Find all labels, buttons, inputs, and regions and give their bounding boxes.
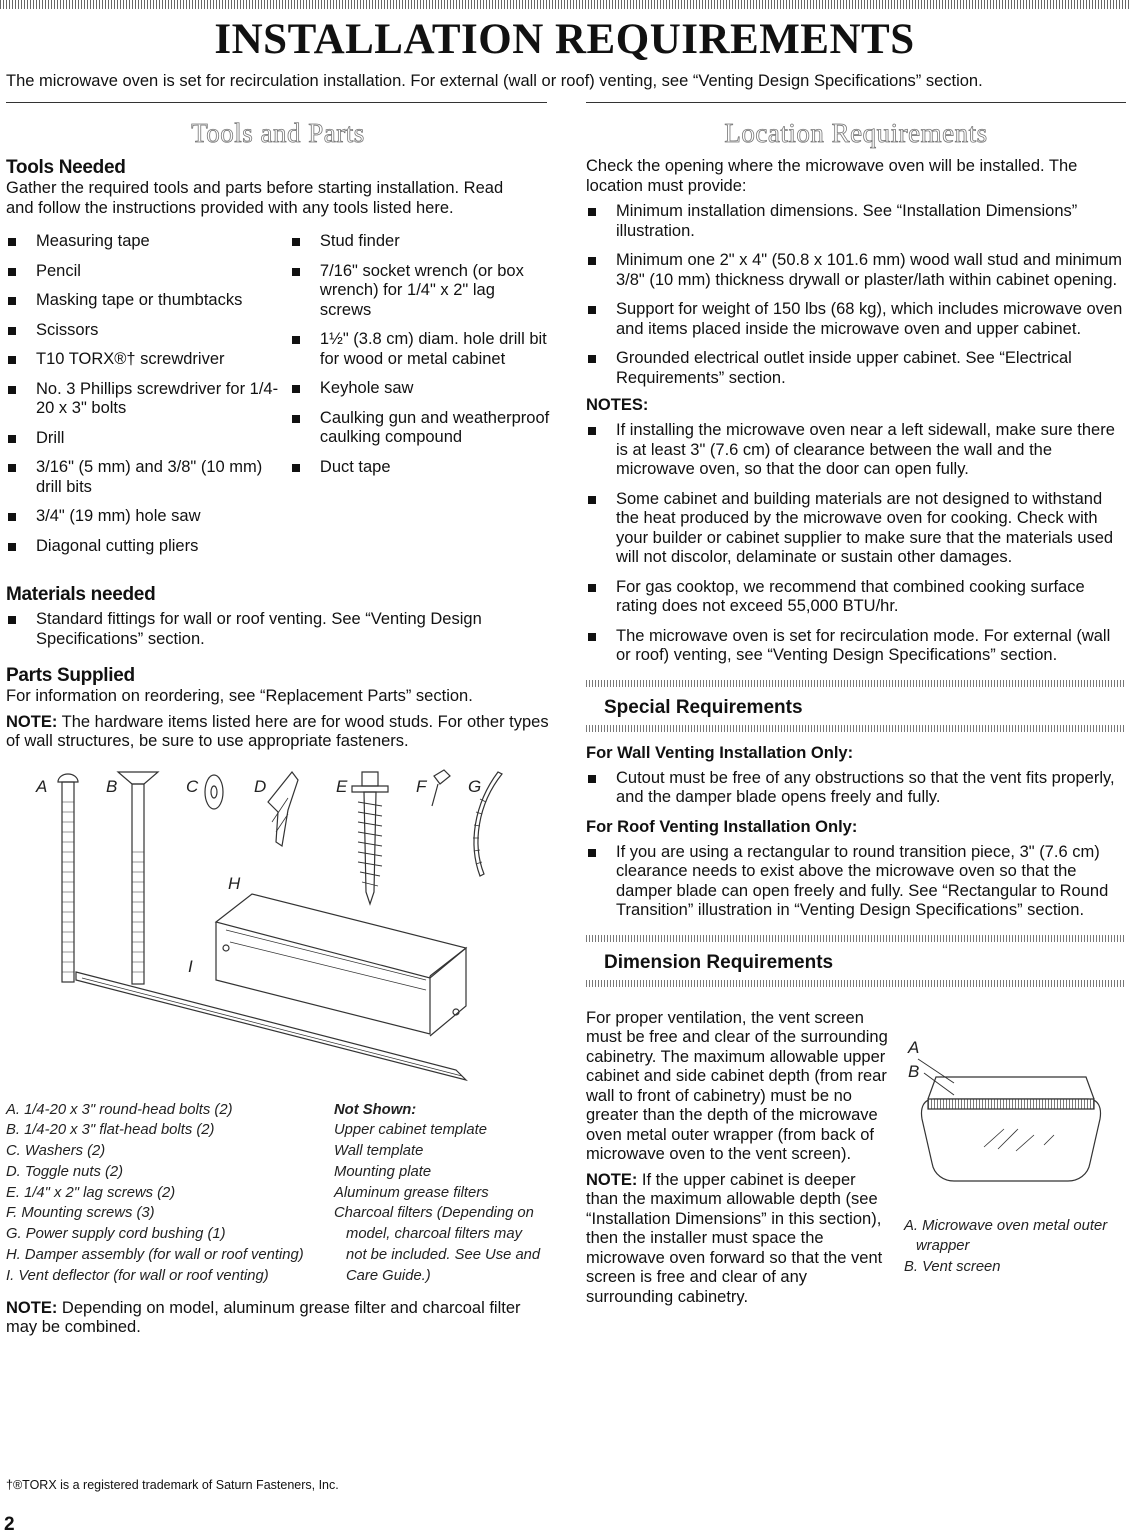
parts-intro: For information on reordering, see “Replacement Parts” section.	[6, 687, 473, 705]
fig-letter-a: A	[908, 1037, 920, 1057]
tools-list-col1	[6, 232, 290, 566]
list-item: If installing the microwave oven near a left sidewall, make sure there is at least 3" (7.6 cm) of clearance between the wall and the microwave oven, so that the door can open fully.	[586, 421, 1126, 480]
fig-letter-a: A	[36, 776, 48, 796]
wrapper-top	[928, 1077, 1094, 1099]
note-label: NOTE:	[586, 1170, 638, 1189]
list-item: A. Microwave oven metal outer wrapper	[904, 1217, 1108, 1255]
page-intro: The microwave oven is set for recirculation installation. For external (wall or roof) venting, see “Venting Design Specifications” section.	[6, 72, 983, 90]
page-number: 2	[4, 1514, 15, 1535]
list-item: Diagonal cutting pliers	[6, 537, 290, 557]
fig-letter-d: D	[254, 776, 267, 796]
list-item: A. 1/4-20 x 3" round-head bolts (2)	[6, 1101, 233, 1118]
hatch-divider	[586, 935, 1126, 942]
tools-list-col2	[290, 232, 550, 566]
fig-letter-h: H	[228, 873, 241, 893]
list-item: 3/16" (5 mm) and 3/8" (10 mm) drill bits	[6, 458, 290, 497]
fig-letter-c: C	[186, 776, 199, 796]
list-item: Pencil	[6, 262, 290, 282]
list-item: For gas cooktop, we recommend that combined cooking surface rating does not exceed 55,000 BTU/hr.	[586, 578, 1126, 617]
not-shown-title: Not Shown:	[334, 1101, 417, 1118]
right-column	[586, 104, 1126, 1307]
list-item: Wall template	[334, 1143, 424, 1160]
list-item: No. 3 Phillips screwdriver for 1/4-20 x 3" bolts	[6, 380, 290, 419]
microwave-figure	[904, 1033, 1124, 1208]
vent-deflector-i	[76, 972, 466, 1080]
list-item: Mounting plate	[334, 1163, 432, 1180]
list-item: Grounded electrical outlet inside upper cabinet. See “Electrical Requirements” section.	[586, 349, 1126, 388]
list-item: The microwave oven is set for recirculation mode. For external (wall or roof) venting, see “Venting Design Specifications” section.	[586, 627, 1126, 666]
list-item: If you are using a rectangular to round transition piece, 3" (7.6 cm) clearance needs to exist above the microwave oven so that the damper blade can open freely and fully. See “Rectangular to Round Transition” illustration in “Venting Design Specifications” section.	[586, 843, 1126, 921]
damper-h-top	[216, 894, 466, 978]
tools-list	[6, 232, 550, 566]
page-title: INSTALLATION REQUIREMENTS	[214, 16, 915, 63]
list-item: Measuring tape	[6, 232, 290, 252]
list-item: T10 TORX®† screwdriver	[6, 350, 290, 370]
list-item: Standard fittings for wall or roof venting. See “Venting Design Specifications” section.	[6, 610, 550, 649]
list-item: Cutout must be free of any obstructions so that the vent fits properly, and the damper blade opens freely and fully.	[586, 769, 1126, 808]
notes-label: NOTES:	[586, 396, 649, 414]
list-item: B. Vent screen	[904, 1259, 1001, 1276]
list-item: H. Damper assembly (for wall or roof venting)	[6, 1247, 304, 1264]
list-item: Keyhole saw	[290, 379, 550, 399]
list-item: Masking tape or thumbtacks	[6, 291, 290, 311]
list-item: Upper cabinet template	[334, 1122, 487, 1139]
tools-heading: Tools Needed	[6, 157, 126, 178]
vent-screen	[928, 1099, 1094, 1109]
location-list	[586, 202, 1126, 388]
list-item: 7/16" socket wrench (or box wrench) for 1/4" x 2" lag screws	[290, 262, 550, 321]
parts-heading: Parts Supplied	[6, 665, 135, 686]
list-item: Minimum one 2" x 4" (50.8 x 101.6 mm) wood wall stud and minimum 3/8" (10 mm) thickness drywall or plaster/lath within cabinet opening.	[586, 251, 1126, 290]
mounting-screw-f	[434, 770, 450, 784]
note-label: NOTE:	[6, 712, 58, 731]
materials-heading: Materials needed	[6, 584, 156, 605]
not-shown-list	[334, 1100, 544, 1287]
note-label: NOTE:	[6, 1298, 58, 1317]
section-title-tools: Tools and Parts	[191, 118, 365, 148]
materials-list	[6, 610, 550, 649]
list-item: Aluminum grease filters	[334, 1184, 489, 1201]
parts-note	[6, 713, 550, 752]
list-item: Support for weight of 150 lbs (68 kg), which includes microwave oven and items placed inside the microwave oven and upper cabinet.	[586, 300, 1126, 339]
dimension-note	[586, 1171, 892, 1308]
lag-screw-e-head	[362, 772, 378, 786]
location-intro: Check the opening where the microwave oven will be installed. The location must provide:	[586, 157, 1078, 195]
dimension-figure-block	[904, 1009, 1124, 1308]
list-item: Minimum installation dimensions. See “Installation Dimensions” illustration.	[586, 202, 1126, 241]
hatch-divider	[586, 980, 1126, 987]
list-item: Caulking gun and weatherproof caulking compound	[290, 409, 550, 448]
bottom-note	[6, 1299, 546, 1338]
list-item: Some cabinet and building materials are not designed to withstand the heat produced by the microwave oven for cooking. Check with your builder or cabinet supplier to make sure that the materials used will not discolor, delaminate or sustain other damages.	[586, 490, 1126, 568]
list-item: Charcoal filters (Depending on model, charcoal filters may not be included. See Use and Care Guide.)	[334, 1205, 541, 1284]
hatch-divider	[586, 725, 1126, 732]
note-text: Depending on model, aluminum grease filter and charcoal filter may be combined.	[6, 1298, 521, 1337]
legend-list	[6, 1100, 334, 1287]
fig-letter-g: G	[468, 776, 482, 796]
dimension-block	[586, 1009, 1126, 1308]
right-rule	[586, 102, 1126, 103]
note-text: If the upper cabinet is deeper than the maximum allowable depth (see “Installation Dimensions” in this section), then the installer must space the microwave oven forward so that the vent screen is free and clear of any surrounding cabinetry.	[586, 1170, 883, 1306]
bolt-b-head	[118, 772, 158, 784]
fig-letter-i: I	[188, 956, 193, 976]
left-column	[6, 104, 550, 1338]
list-item: E. 1/4" x 2" lag screws (2)	[6, 1184, 176, 1201]
top-hatch-bar	[0, 0, 1129, 9]
wall-venting-list	[586, 769, 1126, 808]
roof-venting-list	[586, 843, 1126, 921]
left-rule	[6, 102, 547, 103]
parts-legend	[6, 1100, 550, 1287]
list-item: 1½" (3.8 cm) diam. hole drill bit for wood or metal cabinet	[290, 330, 550, 369]
footnote: †®TORX is a registered trademark of Saturn Fasteners, Inc.	[6, 1478, 339, 1492]
bolt-a-head	[58, 774, 78, 782]
toggle-nut-d	[268, 772, 298, 846]
fig-letter-b: B	[106, 776, 118, 796]
list-item: C. Washers (2)	[6, 1143, 106, 1160]
list-item: Scissors	[6, 321, 290, 341]
hatch-divider	[586, 680, 1126, 687]
fig-letter-f: F	[416, 776, 427, 796]
fig-letter-e: E	[336, 776, 348, 796]
dimension-text: For proper ventilation, the vent screen must be free and clear of the surrounding cabinetry. The maximum allowable upper cabinet and side cabinet depth (from rear wall to front of cabinetry) must be no greater than the depth of the microwave oven metal outer wrapper (from back of microwave oven to the vent screen).	[586, 1008, 888, 1163]
section-title-location: Location Requirements	[724, 118, 988, 148]
list-item: F. Mounting screws (3)	[6, 1205, 155, 1222]
list-item: G. Power supply cord bushing (1)	[6, 1226, 226, 1243]
note-text: The hardware items listed here are for wood studs. For other types of wall structures, be sure to use appropriate fasteners.	[6, 712, 549, 750]
wrapper-front	[922, 1099, 1101, 1181]
notes-list	[586, 421, 1126, 666]
list-item: Stud finder	[290, 232, 550, 252]
dimension-text-block	[586, 1009, 892, 1308]
roof-venting-heading: For Roof Venting Installation Only:	[586, 817, 858, 836]
dimension-requirements-heading: Dimension Requirements	[604, 951, 834, 973]
list-item: 3/4" (19 mm) hole saw	[6, 507, 290, 527]
washer-c	[205, 775, 223, 809]
tools-intro: Gather the required tools and parts before starting installation. Read and follow the instructions provided with any tools listed here.	[6, 179, 504, 217]
fig-letter-b: B	[908, 1061, 920, 1081]
bolt-b-shank	[132, 784, 144, 984]
list-item: I. Vent deflector (for wall or roof venting)	[6, 1267, 269, 1284]
list-item: Duct tape	[290, 458, 550, 478]
list-item: Drill	[6, 429, 290, 449]
list-item: D. Toggle nuts (2)	[6, 1163, 124, 1180]
parts-figure	[6, 762, 546, 1092]
wall-venting-heading: For Wall Venting Installation Only:	[586, 743, 854, 762]
microwave-figure-legend	[904, 1216, 1124, 1278]
list-item: B. 1/4-20 x 3" flat-head bolts (2)	[6, 1122, 215, 1139]
special-requirements-heading: Special Requirements	[604, 696, 803, 718]
